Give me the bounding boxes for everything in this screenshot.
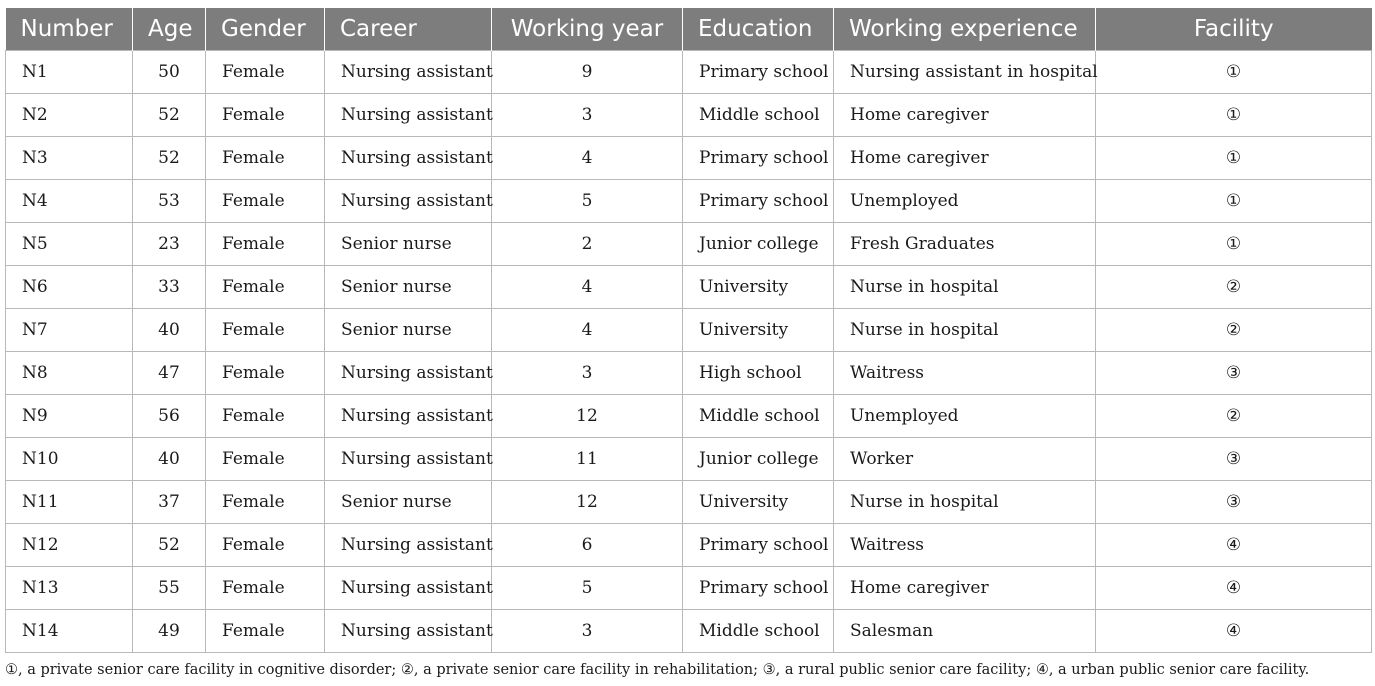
cell-working-experience: Nursing assistant in hospital (834, 50, 1096, 93)
cell-working-experience: Home caregiver (834, 136, 1096, 179)
cell-facility: ① (1096, 50, 1372, 93)
table-row (6, 179, 1372, 222)
header-age: Age (133, 8, 206, 50)
header-education: Education (683, 8, 834, 50)
cell-working-experience: Waitress (834, 351, 1096, 394)
cell-number: N12 (6, 523, 133, 566)
cell-career: Senior nurse (325, 480, 492, 523)
header-career: Career (325, 8, 492, 50)
cell-number: N10 (6, 437, 133, 480)
cell-number: N9 (6, 394, 133, 437)
cell-number: N6 (6, 265, 133, 308)
cell-age: 40 (133, 437, 206, 480)
cell-career: Nursing assistant (325, 566, 492, 609)
cell-career: Nursing assistant (325, 93, 492, 136)
cell-career: Nursing assistant (325, 351, 492, 394)
table-row (6, 136, 1372, 179)
cell-facility: ③ (1096, 437, 1372, 480)
cell-age: 47 (133, 351, 206, 394)
cell-career: Nursing assistant (325, 437, 492, 480)
cell-working-year: 4 (492, 308, 683, 351)
cell-age: 52 (133, 136, 206, 179)
cell-gender: Female (206, 308, 325, 351)
cell-age: 55 (133, 566, 206, 609)
cell-working-experience: Worker (834, 437, 1096, 480)
cell-working-experience: Nurse in hospital (834, 480, 1096, 523)
table-row (6, 222, 1372, 265)
cell-number: N5 (6, 222, 133, 265)
header-facility: Facility (1096, 8, 1372, 50)
cell-number: N11 (6, 480, 133, 523)
cell-education: Middle school (683, 609, 834, 652)
cell-career: Nursing assistant (325, 394, 492, 437)
cell-education: Middle school (683, 93, 834, 136)
cell-working-experience: Home caregiver (834, 93, 1096, 136)
cell-career: Nursing assistant (325, 136, 492, 179)
cell-career: Nursing assistant (325, 50, 492, 93)
cell-working-experience: Salesman (834, 609, 1096, 652)
cell-age: 56 (133, 394, 206, 437)
table-row (6, 265, 1372, 308)
cell-education: University (683, 480, 834, 523)
cell-facility: ④ (1096, 566, 1372, 609)
cell-career: Senior nurse (325, 308, 492, 351)
cell-working-year: 9 (492, 50, 683, 93)
cell-education: Primary school (683, 566, 834, 609)
cell-education: Junior college (683, 222, 834, 265)
cell-working-year: 4 (492, 136, 683, 179)
cell-number: N8 (6, 351, 133, 394)
cell-gender: Female (206, 351, 325, 394)
cell-working-year: 3 (492, 93, 683, 136)
cell-working-year: 12 (492, 394, 683, 437)
table-row (6, 308, 1372, 351)
cell-number: N3 (6, 136, 133, 179)
cell-facility: ② (1096, 394, 1372, 437)
cell-career: Nursing assistant (325, 179, 492, 222)
cell-gender: Female (206, 437, 325, 480)
cell-working-year: 11 (492, 437, 683, 480)
cell-gender: Female (206, 50, 325, 93)
cell-gender: Female (206, 93, 325, 136)
cell-number: N14 (6, 609, 133, 652)
header-working-experience: Working experience (834, 8, 1096, 50)
cell-working-year: 6 (492, 523, 683, 566)
cell-education: High school (683, 351, 834, 394)
cell-working-experience: Unemployed (834, 394, 1096, 437)
header-number: Number (6, 8, 133, 50)
cell-age: 50 (133, 50, 206, 93)
cell-education: Primary school (683, 179, 834, 222)
cell-gender: Female (206, 609, 325, 652)
cell-facility: ② (1096, 308, 1372, 351)
table-row (6, 609, 1372, 652)
table-row (6, 566, 1372, 609)
cell-age: 53 (133, 179, 206, 222)
cell-working-experience: Nurse in hospital (834, 308, 1096, 351)
cell-working-experience: Home caregiver (834, 566, 1096, 609)
cell-gender: Female (206, 566, 325, 609)
table-row (6, 437, 1372, 480)
cell-gender: Female (206, 394, 325, 437)
cell-age: 52 (133, 523, 206, 566)
header-gender: Gender (206, 8, 325, 50)
cell-facility: ③ (1096, 480, 1372, 523)
cell-number: N1 (6, 50, 133, 93)
cell-working-year: 3 (492, 609, 683, 652)
cell-gender: Female (206, 179, 325, 222)
cell-working-year: 5 (492, 566, 683, 609)
cell-number: N7 (6, 308, 133, 351)
cell-gender: Female (206, 222, 325, 265)
cell-education: Middle school (683, 394, 834, 437)
table-body (6, 50, 1372, 652)
cell-education: University (683, 308, 834, 351)
table-row (6, 523, 1372, 566)
cell-gender: Female (206, 523, 325, 566)
header-working-year: Working year (492, 8, 683, 50)
cell-working-year: 5 (492, 179, 683, 222)
cell-age: 33 (133, 265, 206, 308)
cell-facility: ③ (1096, 351, 1372, 394)
cell-facility: ① (1096, 222, 1372, 265)
table-row (6, 480, 1372, 523)
cell-facility: ① (1096, 179, 1372, 222)
table-footnote: ①, a private senior care facility in cognitive disorder; ②, a private senior care facility in rehabilitation; ③, a rural public senior care facility; ④, a urban public senior care facility. (5, 662, 1310, 678)
cell-age: 49 (133, 609, 206, 652)
cell-facility: ④ (1096, 609, 1372, 652)
table-header-row (6, 8, 1372, 50)
cell-career: Nursing assistant (325, 609, 492, 652)
table-row (6, 351, 1372, 394)
cell-age: 37 (133, 480, 206, 523)
table-row (6, 50, 1372, 93)
cell-working-year: 3 (492, 351, 683, 394)
cell-age: 52 (133, 93, 206, 136)
cell-working-experience: Waitress (834, 523, 1096, 566)
cell-career: Senior nurse (325, 222, 492, 265)
cell-working-year: 4 (492, 265, 683, 308)
cell-education: University (683, 265, 834, 308)
cell-facility: ① (1096, 93, 1372, 136)
cell-working-year: 2 (492, 222, 683, 265)
cell-career: Nursing assistant (325, 523, 492, 566)
cell-career: Senior nurse (325, 265, 492, 308)
cell-gender: Female (206, 265, 325, 308)
cell-facility: ① (1096, 136, 1372, 179)
cell-number: N4 (6, 179, 133, 222)
cell-working-year: 12 (492, 480, 683, 523)
cell-education: Junior college (683, 437, 834, 480)
cell-gender: Female (206, 136, 325, 179)
cell-facility: ② (1096, 265, 1372, 308)
cell-gender: Female (206, 480, 325, 523)
participants-table (5, 8, 1372, 653)
cell-age: 40 (133, 308, 206, 351)
cell-education: Primary school (683, 136, 834, 179)
cell-education: Primary school (683, 523, 834, 566)
cell-working-experience: Fresh Graduates (834, 222, 1096, 265)
cell-number: N2 (6, 93, 133, 136)
cell-working-experience: Unemployed (834, 179, 1096, 222)
cell-working-experience: Nurse in hospital (834, 265, 1096, 308)
cell-facility: ④ (1096, 523, 1372, 566)
cell-number: N13 (6, 566, 133, 609)
cell-age: 23 (133, 222, 206, 265)
table-row (6, 93, 1372, 136)
table-row (6, 394, 1372, 437)
cell-education: Primary school (683, 50, 834, 93)
